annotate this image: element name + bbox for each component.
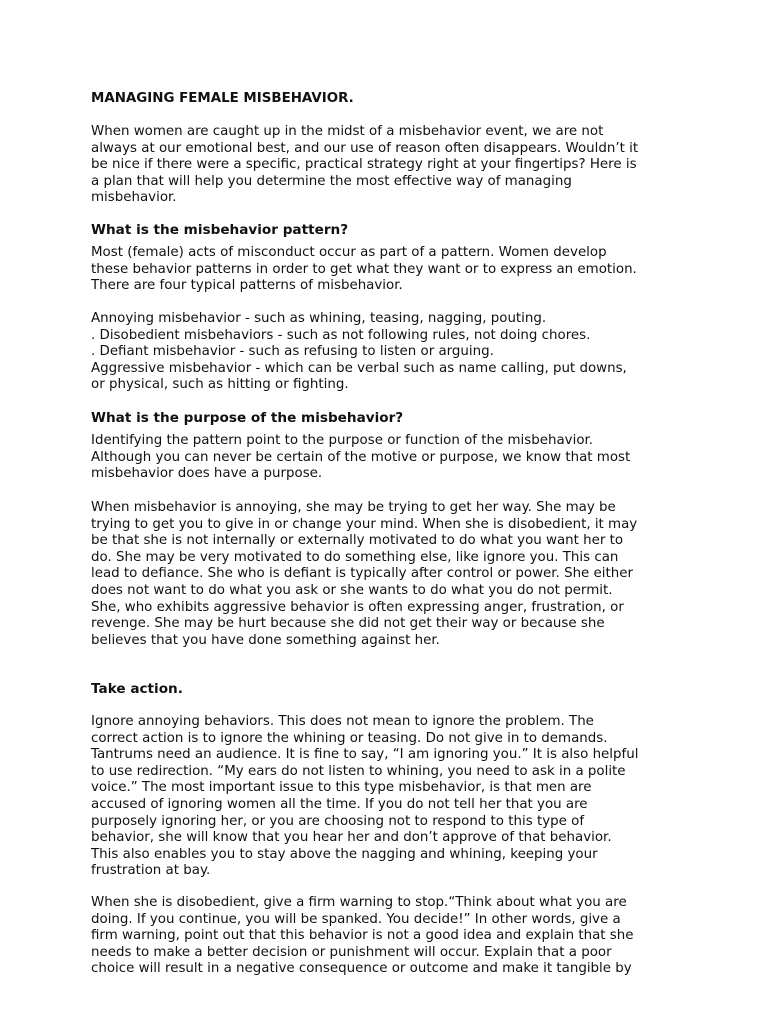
text-line: purposely ignoring her, or you are choosing not to respond to this type of	[91, 813, 585, 829]
pattern-list	[91, 311, 691, 394]
text-line: misbehavior does have a purpose.	[91, 466, 323, 482]
text-line: When misbehavior is annoying, she may be trying to get her way. She may be	[91, 500, 616, 515]
text-line: lead to defiance. She who is defiant is typically after control or power. She either	[91, 566, 633, 582]
text-line: needs to make a better decision or punishment will occur. Explain that a poor	[91, 944, 612, 960]
heading-misbehavior-purpose	[91, 410, 691, 427]
document-title	[91, 91, 691, 108]
text-line: She, who exhibits aggressive behavior is often expressing anger, frustration, or	[91, 599, 624, 615]
text-line: be nice if there were a specific, practical strategy right at your fingertips? Here is	[91, 157, 637, 173]
text-line: believes that you have done something against her.	[91, 632, 440, 648]
text-line: to use redirection. “My ears do not listen to whining, you need to ask in a polite	[91, 763, 626, 779]
text-line: doing. If you continue, you will be spanked. You decide!” In other words, give a	[91, 911, 621, 927]
text-line: accused of ignoring women all the time. If you do not tell her that you are	[91, 796, 588, 812]
text-line: When women are caught up in the midst of a misbehavior event, we are not	[91, 124, 604, 139]
heading-take-action	[91, 681, 691, 698]
list-item: or physical, such as hitting or fighting.	[91, 377, 349, 393]
text-line: This also enables you to stay above the nagging and whining, keeping your	[91, 846, 598, 862]
text-line: trying to get you to give in or change your mind. When she is disobedient, it may	[91, 516, 638, 532]
heading-text: Take action.	[91, 681, 183, 697]
text-line: Although you can never be certain of the motive or purpose, we know that most	[91, 449, 631, 465]
text-line: frustration at bay.	[91, 863, 211, 879]
heading-text: What is the purpose of the misbehavior?	[91, 410, 404, 426]
text-line: Ignore annoying behaviors. This does not mean to ignore the problem. The	[91, 714, 594, 729]
purpose-paragraph-1	[91, 433, 691, 483]
text-line: choice will result in a negative consequence or outcome and make it tangible by	[91, 961, 632, 977]
text-line: a plan that will help you determine the most effective way of managing	[91, 173, 572, 189]
list-item: Aggressive misbehavior - which can be verbal such as name calling, put downs,	[91, 360, 627, 376]
text-line: voice.” The most important issue to this type misbehavior, is that men are	[91, 780, 592, 796]
list-item: . Defiant misbehavior - such as refusing to listen or arguing.	[91, 344, 494, 360]
text-line: misbehavior.	[91, 190, 177, 206]
text-line: Identifying the pattern point to the purpose or function of the misbehavior.	[91, 433, 594, 448]
action-paragraph-1	[91, 714, 691, 880]
text-line: does not want to do what you ask or she wants to do what you do not permit.	[91, 582, 613, 598]
intro-paragraph	[91, 124, 691, 207]
text-line: There are four typical patterns of misbehavior.	[91, 278, 403, 294]
purpose-paragraph-2	[91, 500, 691, 649]
list-item: . Disobedient misbehaviors - such as not following rules, not doing chores.	[91, 327, 591, 343]
list-item: Annoying misbehavior - such as whining, teasing, nagging, pouting.	[91, 311, 547, 326]
pattern-paragraph	[91, 245, 691, 295]
heading-misbehavior-pattern	[91, 222, 691, 239]
text-line: Tantrums need an audience. It is fine to say, “I am ignoring you.” It is also helpful	[91, 747, 639, 763]
text-line: correct action is to ignore the whining or teasing. Do not give in to demands.	[91, 730, 608, 746]
text-line: revenge. She may be hurt because she did not get their way or because she	[91, 616, 605, 632]
text-line: do. She may be very motivated to do something else, like ignore you. This can	[91, 549, 619, 565]
text-line: When she is disobedient, give a firm warning to stop.“Think about what you are	[91, 895, 627, 910]
title-text: MANAGING FEMALE MISBEHAVIOR.	[91, 91, 354, 106]
text-line: be that she is not internally or externally motivated to do what you want her to	[91, 533, 624, 549]
text-line: behavior, she will know that you hear her and don’t approve of that behavior.	[91, 830, 612, 846]
text-line: these behavior patterns in order to get what they want or to express an emotion.	[91, 261, 637, 277]
action-paragraph-2	[91, 895, 691, 978]
text-line: firm warning, point out that this behavior is not a good idea and explain that she	[91, 928, 634, 944]
heading-text: What is the misbehavior pattern?	[91, 222, 349, 238]
text-line: Most (female) acts of misconduct occur as part of a pattern. Women develop	[91, 245, 607, 260]
text-line: always at our emotional best, and our use of reason often disappears. Wouldn’t it	[91, 140, 639, 156]
